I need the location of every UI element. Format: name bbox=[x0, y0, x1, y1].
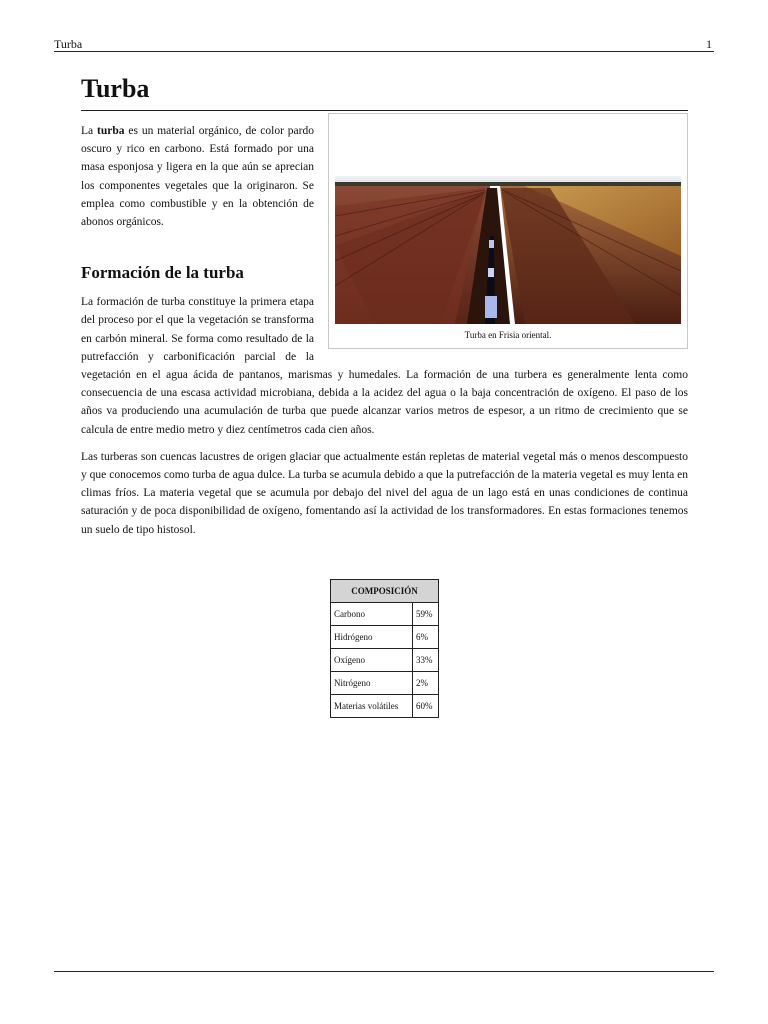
table-row bbox=[331, 603, 439, 626]
element-percentage: 59% bbox=[413, 603, 439, 626]
intro-term: turba bbox=[97, 125, 125, 137]
intro-text-post: es un material orgánico, de color pardo oscuro y rico en carbono. Está formado por una masa esponjosa y ligera en la que aún se aprecian los componentes vegetales que la originaron. Se emplea como combustible y en la obtención de abonos orgánicos. bbox=[81, 125, 314, 229]
table-row bbox=[331, 695, 439, 718]
element-name: Oxígeno bbox=[331, 649, 413, 672]
element-name: Nitrógeno bbox=[331, 672, 413, 695]
figure bbox=[328, 113, 688, 349]
composition-table-header: COMPOSICIÓN bbox=[331, 580, 439, 603]
footer-rule bbox=[54, 971, 714, 972]
article-title: Turba bbox=[81, 72, 688, 111]
running-header-title: Turba bbox=[54, 37, 83, 51]
element-percentage: 33% bbox=[413, 649, 439, 672]
table-row bbox=[331, 626, 439, 649]
body-paragraph-turberas: Las turberas son cuencas lacustres de origen glaciar que actualmente están repletas de material vegetal más o menos descompuesto y que conocemos como turba de agua dulce. La turba se acumula debido a que la putrefacción de la materia vegetal es muy lenta en climas fríos. La materia vegetal que se acumula por debajo del nivel del agua de un lago está en unas condiciones de continua saturación y de poca disponibilidad de oxígeno, fomentando así la actividad de los transformadores. En estas formaciones tenemos un suelo de tipo histosol. bbox=[81, 450, 688, 536]
element-name: Materias volátiles bbox=[331, 695, 413, 718]
table-row bbox=[331, 672, 439, 695]
element-name: Carbono bbox=[331, 603, 413, 626]
article-body bbox=[81, 72, 688, 539]
element-percentage: 2% bbox=[413, 672, 439, 695]
element-percentage: 60% bbox=[413, 695, 439, 718]
element-name: Hidrógeno bbox=[331, 626, 413, 649]
page-number: 1 bbox=[706, 37, 712, 51]
intro-text-pre: La bbox=[81, 125, 98, 137]
table-row bbox=[331, 649, 439, 672]
header-rule bbox=[54, 51, 714, 52]
composition-table bbox=[330, 579, 439, 718]
body-paragraph-formation: La formación de turba constituye la primera etapa del proceso por el que la vegetación se transforma en carbón mineral. Se forma como resultado de la putrefacción y carbonificación parcial de la vegetación en el agua ácida de pantanos, marismas y humedales. La formación de una turbera es generalmente lenta como consecuencia de una escasa actividad microbiana, debida a la acidez del agua o la baja concentración de oxígeno. El paso de los años va produciendo una acumulación de turba que puede alcanzar varios metros de espesor, a un ritmo de crecimiento que se calcula de entre medio metro y diez centímetros cada cien años. bbox=[81, 296, 688, 436]
element-percentage: 6% bbox=[413, 626, 439, 649]
figure-caption: Turba en Frisia oriental. bbox=[464, 330, 552, 340]
peat-field-photo bbox=[335, 176, 681, 324]
section-heading: Formación de la turba bbox=[81, 263, 244, 283]
